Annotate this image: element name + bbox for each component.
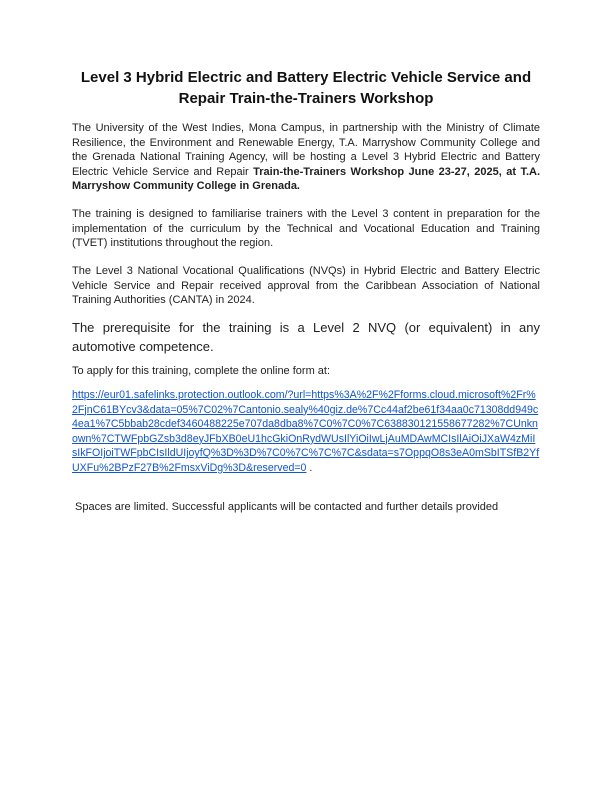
application-form-link[interactable]: https://eur01.safelinks.protection.outlook.com/?url=https%3A%2F%2Fforms.cloud.microsoft%2Fr%2FjnC61BYcv3&data=05%7C02%7Cantonio.sealy%40giz.de%7Cc44af2be61f34aa0c71308dd949c4ea1%7C5bbab28cdef3460488225e707da8dba8%7C0%7C0%7C638830121558677282%7CUnknown%7CTWFpbGZsb3d8eyJFbXB0eU1hcGkiOnRydWUsIlYiOiIwLjAuMDAwMCIsIlAiOiJXaW4zMiIsIkFOIjoiTWFpbCIsIldUIjoyfQ%3D%3D%7C0%7C%7C%7C&sdata=s7OppqO8s3eA0mSbITSfB2YfUXFu%2BPzF27B%2FmsxViDg%3D&reserved=0 <box>72 389 540 474</box>
prerequisite-paragraph: The prerequisite for the training is a Level 2 NVQ (or equivalent) in any automotive competence. <box>72 320 540 354</box>
training-purpose-paragraph: The training is designed to familiarise trainers with the Level 3 content in preparation for the implementation of the curriculum by the Technical and Vocational Education and Training (TVET) institutions throughout the region. <box>72 208 540 250</box>
closing-note: Spaces are limited. Successful applicants will be contacted and further details provided <box>75 501 499 513</box>
workshop-date-location: Train-the-Trainers Workshop June 23-27, 2025, at T.A. Marryshow Community College in Grenada. <box>72 165 540 193</box>
apply-instructions: To apply for this training, complete the online form at: <box>72 365 331 377</box>
intro-text: The University of the West Indies, Mona Campus, in partnership with the Ministry of Climate Resilience, the Environment and Renewable Energy, T.A. Marryshow Community College and the Grenada National Training Agency, will be hosting a Level 3 Hybrid Electric and Battery Electric Vehicle Service and Repair <box>72 122 540 178</box>
apply-link-paragraph <box>72 388 540 476</box>
intro-paragraph <box>72 121 540 194</box>
link-suffix: . <box>306 461 313 474</box>
nvq-approval-paragraph: The Level 3 National Vocational Qualifications (NVQs) in Hybrid Electric and Battery Electric Vehicle Service and Repair received approval from the Caribbean Association of National Training Authorities (CANTA) in 2024. <box>72 265 540 307</box>
document-title: Level 3 Hybrid Electric and Battery Electric Vehicle Service and Repair Train-the-Trainers Workshop <box>80 69 532 107</box>
